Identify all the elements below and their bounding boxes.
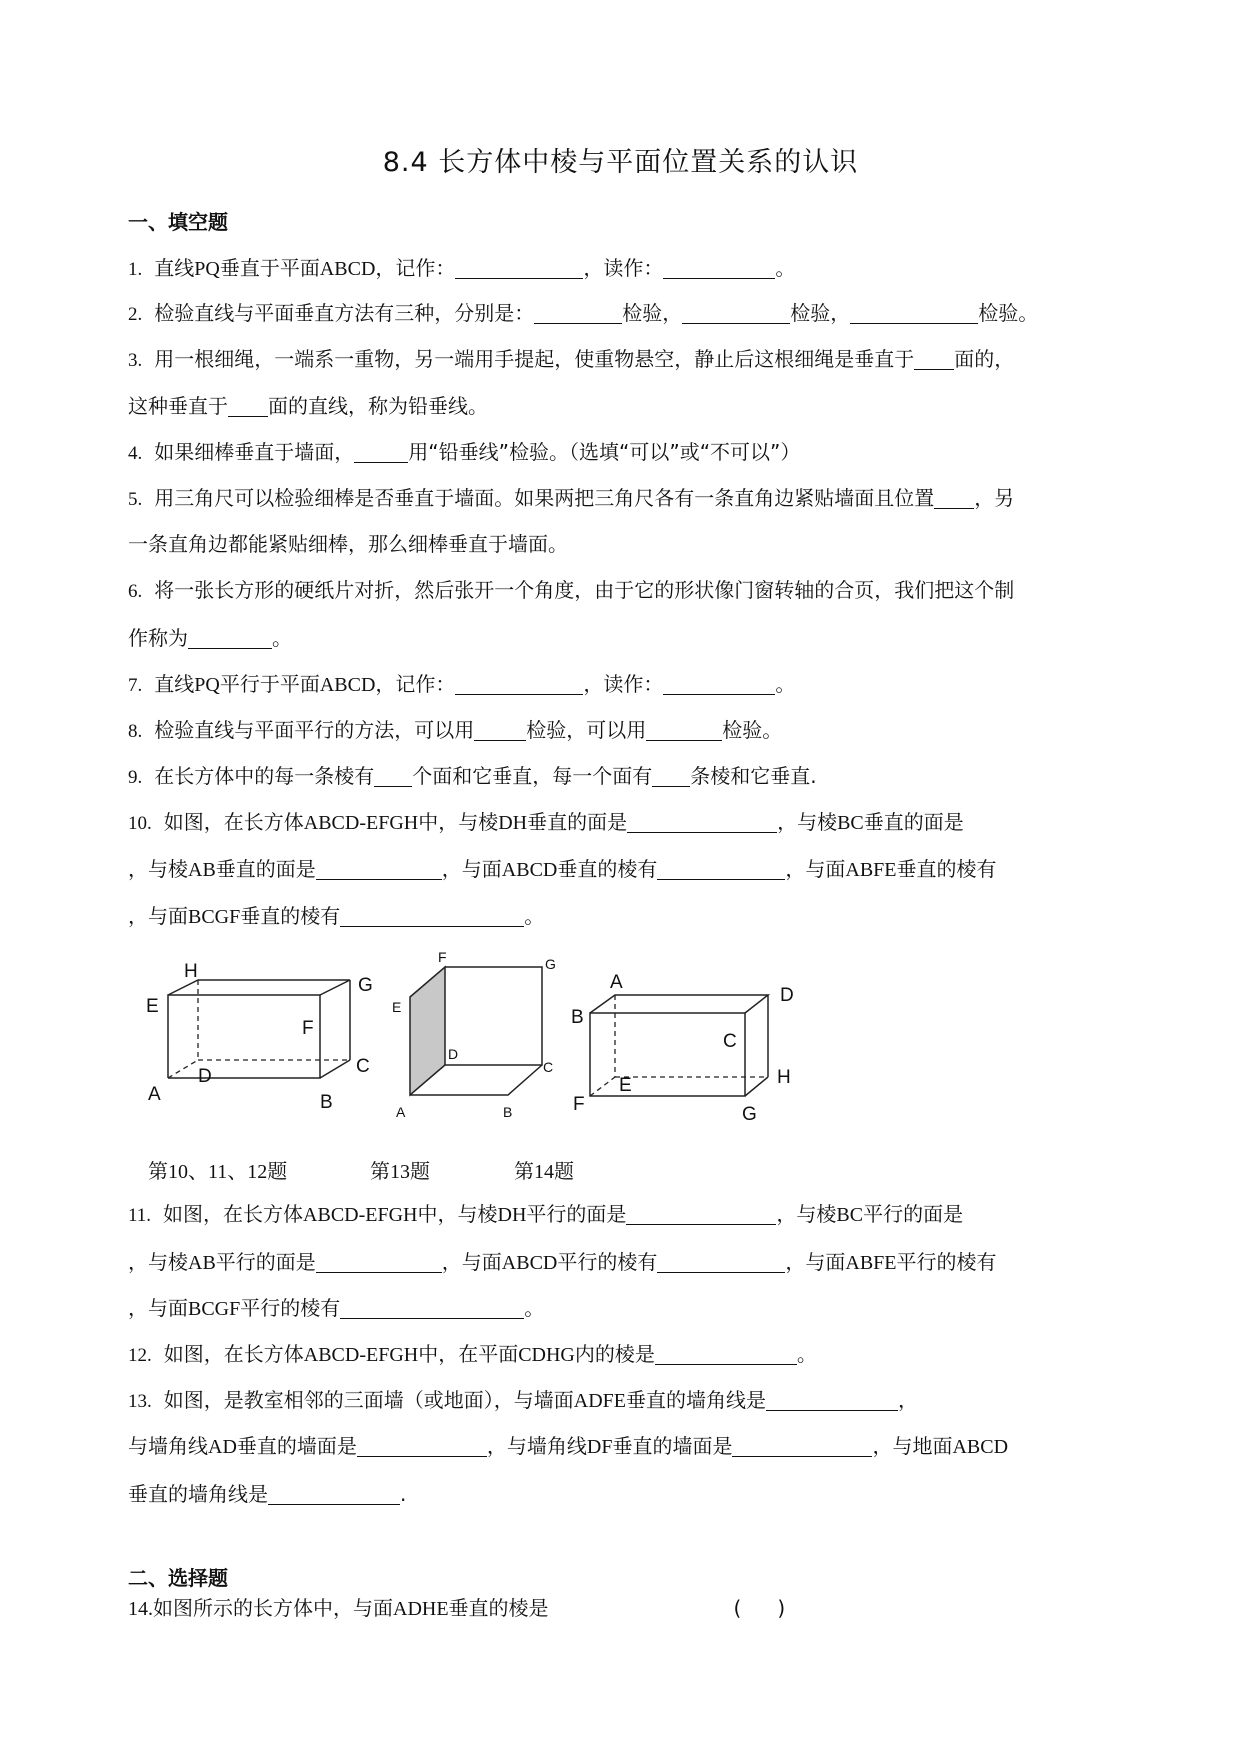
question-6: 6. 将一张长方形的硬纸片对折，然后张开一个角度，由于它的形状像门窗转轴的合页，我们把这个制 — [128, 578, 1015, 602]
vertex-label: B — [571, 1007, 584, 1028]
answer-blank[interactable] — [534, 301, 622, 324]
answer-blank[interactable] — [626, 1202, 776, 1225]
answer-blank[interactable] — [455, 672, 583, 695]
vertex-label: C — [723, 1031, 737, 1052]
answer-blank[interactable] — [455, 256, 583, 279]
question-2: 2. 检验直线与平面垂直方法有三种，分别是： 检验， 检验， 检验。 — [128, 301, 1039, 325]
answer-blank[interactable] — [340, 1296, 524, 1319]
question-9: 9. 在长方体中的每一条棱有 个面和它垂直，每一个面有 条棱和它垂直. — [128, 764, 817, 788]
vertex-label: B — [320, 1092, 333, 1113]
answer-blank[interactable] — [354, 440, 408, 463]
vertex-label: C — [356, 1056, 370, 1077]
section-multiple-choice: 二、选择题 — [128, 1566, 228, 1590]
vertex-label: E — [146, 996, 159, 1017]
answer-blank[interactable] — [652, 764, 690, 787]
question-6-cont: 作称为 。 — [128, 626, 292, 650]
answer-blank[interactable] — [374, 764, 412, 787]
answer-blank[interactable] — [316, 857, 442, 880]
answer-blank[interactable] — [357, 1434, 487, 1457]
question-11: 11. 如图，在长方体ABCD-EFGH中，与棱DH平行的面是 ，与棱BC平行的面是 — [128, 1202, 964, 1226]
figure-walls — [380, 945, 570, 1135]
answer-blank[interactable] — [188, 626, 272, 649]
answer-blank[interactable] — [627, 810, 777, 833]
vertex-label: H — [184, 961, 198, 982]
vertex-label: D — [780, 985, 794, 1006]
question-10: 10. 如图，在长方体ABCD-EFGH中，与棱DH垂直的面是 ，与棱BC垂直的面是 — [128, 810, 964, 834]
answer-blank[interactable] — [914, 347, 954, 370]
answer-blank[interactable] — [663, 256, 775, 279]
question-3-cont: 这种垂直于 面的直线，称为铅垂线。 — [128, 394, 488, 418]
answer-blank[interactable] — [657, 857, 785, 880]
question-7: 7. 直线PQ平行于平面ABCD，记作： ，读作： 。 — [128, 672, 796, 696]
answer-blank[interactable] — [474, 718, 526, 741]
vertex-label: C — [543, 1059, 554, 1075]
answer-blank[interactable] — [682, 301, 790, 324]
question-4: 4. 如果细棒垂直于墙面， 用“铅垂线”检验。（选填“可以”或“不可以”） — [128, 440, 801, 464]
question-13-cont: 与墙角线AD垂直的墙面是 ，与墙角线DF垂直的墙面是 ，与地面ABCD — [128, 1434, 1009, 1458]
answer-blank[interactable] — [657, 1250, 785, 1273]
question-11-cont2: ，与面BCGF平行的棱有 。 — [128, 1296, 545, 1320]
question-10-cont2: ，与面BCGF垂直的棱有 。 — [128, 904, 545, 928]
question-12: 12. 如图，在长方体ABCD-EFGH中，在平面CDHG内的棱是 。 — [128, 1342, 817, 1366]
answer-blank[interactable] — [268, 1482, 400, 1505]
page-title: 8.4 长方体中棱与平面位置关系的认识 — [382, 147, 859, 178]
question-3: 3. 用一根细绳，一端系一重物，另一端用手提起，使重物悬空，静止后这根细绳是垂直于 面的， — [128, 347, 1015, 371]
vertex-label: E — [392, 999, 402, 1015]
question-8: 8. 检验直线与平面平行的方法，可以用 检验，可以用 检验。 — [128, 718, 783, 742]
vertex-label: A — [610, 972, 623, 993]
question-13: 13. 如图，是教室相邻的三面墙（或地面），与墙面ADFE垂直的墙角线是 ， — [128, 1388, 918, 1412]
answer-blank[interactable] — [663, 672, 775, 695]
answer-blank[interactable] — [316, 1250, 442, 1273]
question-14: 14.如图所示的长方体中，与面ADHE垂直的棱是 ( ) — [128, 1596, 786, 1620]
answer-blank[interactable] — [340, 904, 524, 927]
vertex-label: F — [438, 949, 447, 965]
figure-caption-3: 第14题 — [514, 1159, 574, 1183]
vertex-label: A — [396, 1104, 406, 1120]
answer-blank[interactable] — [646, 718, 722, 741]
vertex-label: F — [302, 1018, 314, 1039]
question-5: 5. 用三角尺可以检验细棒是否垂直于墙面。如果两把三角尺各有一条直角边紧贴墙面且位置 ，另 — [128, 486, 1015, 510]
vertex-label: A — [148, 1084, 161, 1105]
vertex-label: D — [198, 1066, 212, 1087]
vertex-label: E — [619, 1075, 632, 1096]
answer-blank[interactable] — [766, 1388, 898, 1411]
vertex-label: B — [503, 1104, 513, 1120]
section-fill-in: 一、填空题 — [128, 210, 228, 234]
figure-cuboid-1 — [140, 950, 400, 1135]
figure-cuboid-2 — [565, 955, 815, 1135]
answer-blank[interactable] — [934, 486, 974, 509]
answer-blank[interactable] — [655, 1342, 797, 1365]
answer-parenthesis[interactable]: ( ) — [733, 1596, 786, 1620]
question-11-cont: ，与棱AB平行的面是 ，与面ABCD平行的棱有 ，与面ABFE平行的棱有 — [128, 1250, 997, 1274]
question-5-cont: 一条直角边都能紧贴细棒，那么细棒垂直于墙面。 — [128, 532, 568, 556]
vertex-label: F — [573, 1094, 585, 1115]
question-10-cont: ，与棱AB垂直的面是 ，与面ABCD垂直的棱有 ，与面ABFE垂直的棱有 — [128, 857, 997, 881]
vertex-label: G — [358, 975, 373, 996]
figure-caption-2: 第13题 — [370, 1159, 430, 1183]
question-1: 1. 直线PQ垂直于平面ABCD，记作： ，读作： 。 — [128, 256, 796, 280]
vertex-label: H — [777, 1067, 791, 1088]
question-13-cont2: 垂直的墙角线是 . — [128, 1482, 407, 1506]
vertex-label: G — [742, 1104, 757, 1125]
answer-blank[interactable] — [732, 1434, 872, 1457]
vertex-label: D — [448, 1046, 459, 1062]
answer-blank[interactable] — [850, 301, 978, 324]
vertex-label: G — [545, 956, 556, 972]
answer-blank[interactable] — [228, 394, 268, 417]
figure-caption-1: 第10、11、12题 — [148, 1159, 288, 1183]
